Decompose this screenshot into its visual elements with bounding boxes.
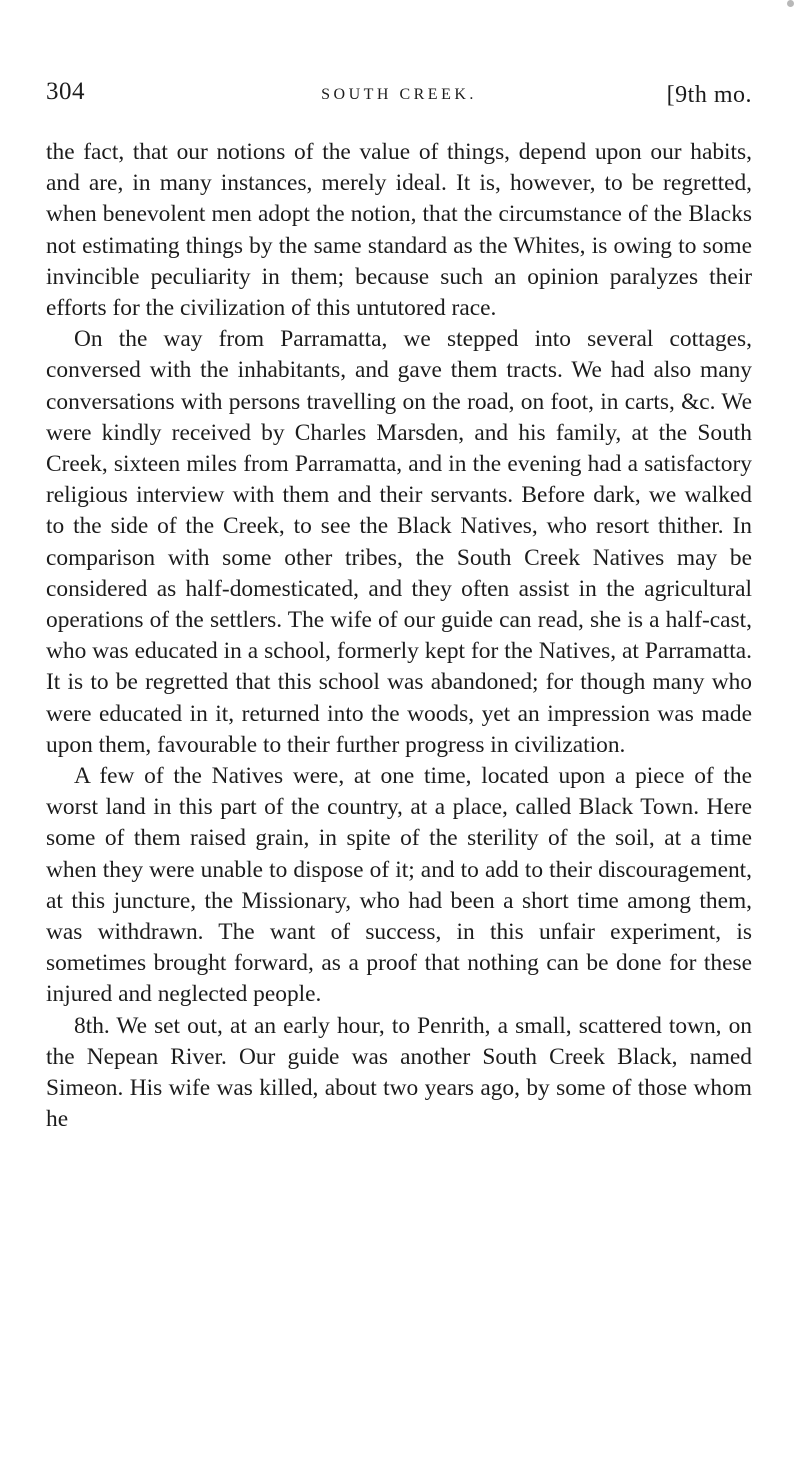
running-header (46, 78, 752, 118)
scan-speck (787, 0, 794, 7)
page-number: 304 (46, 78, 85, 105)
paragraph-parramatta-journey: On the way from Parramatta, we stepped into several cottages, conversed with the inhabitants, and gave them tracts. We had also many conversations with persons travelling on the road, on foot, in carts, &c. We were kindly received by Charles Marsden, and his family, at the South Creek, sixteen miles from Parramatta, and in the evening had a satisfactory religious interview with them and their servants. Before dark, we walked to the side of the Creek, to see the Black Natives, who resort thither. In comparison with some other tribes, the South Creek Natives may be considered as half-domesticated, and they often assist in the agricultural operations of the settlers. The wife of our guide can read, she is a half-cast, who was educated in a school, formerly kept for the Natives, at Parramatta. It is to be regretted that this school was abandoned; for though many who were educated in it, returned into the woods, yet an impression was made upon them, favourable to their further progress in civilization. (46, 326, 752, 758)
running-date: [9th mo. (666, 82, 752, 108)
paragraph-continuation: the fact, that our notions of the value of things, depend upon our habits, and are, in many instances, merely ideal. It is, however, to be regretted, when benevolent men adopt the notion, that the circumstance of the Blacks not estimating things by the same standard as the Whites, is owing to some invincible peculiarity in them; because such an opinion paralyzes their efforts for the civilization of this untutored race. (46, 139, 752, 322)
running-title: SOUTH CREEK. (321, 86, 477, 103)
paragraph-eighth-day: 8th. We set out, at an early hour, to Penrith, a small, scattered town, on the Nepean River. Our guide was another South Creek Black, named Simeon. His wife was killed, about two years ago, by some of those whom he (46, 1012, 752, 1133)
body-text (46, 137, 752, 1136)
paragraph-black-town: A few of the Natives were, at one time, located upon a piece of the worst land in this part of the country, at a place, called Black Town. Here some of them raised grain, in spite of the sterility of the soil, at a time when they were unable to dispose of it; and to add to their discouragement, at this juncture, the Missionary, who had been a short time among them, was withdrawn. The want of success, in this unfair experiment, is sometimes brought forward, as a proof that nothing can be done for these injured and neglected people. (46, 763, 752, 1008)
